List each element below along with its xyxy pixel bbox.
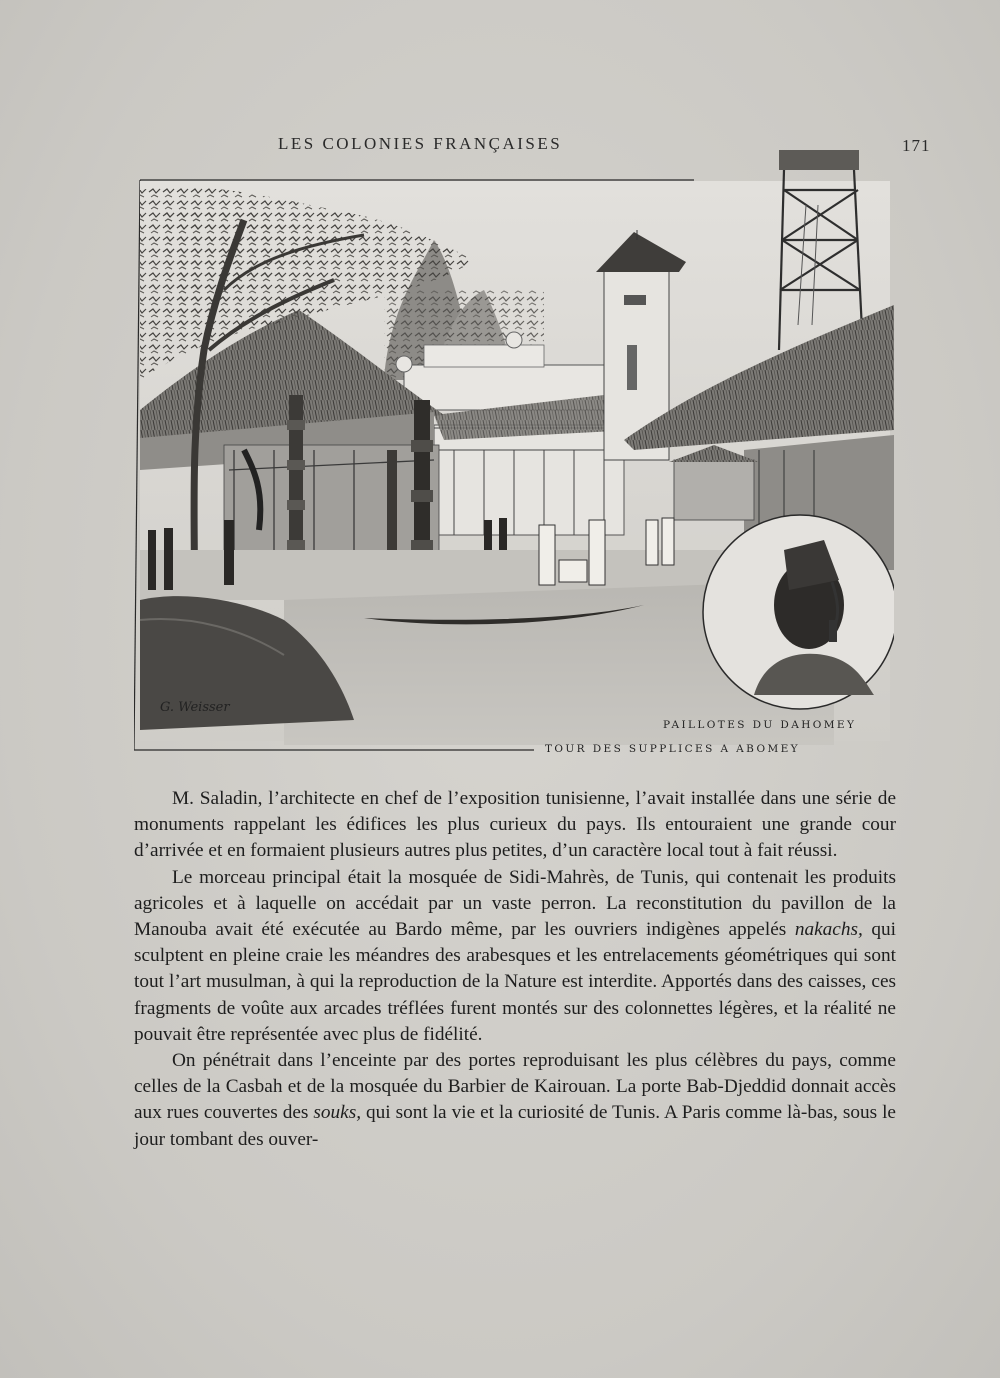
- paragraph-3: [134, 1048, 896, 1153]
- paragraph-2: [134, 865, 896, 1048]
- caption-bottom: TOUR DES SUPPLICES A ABOMEY: [545, 743, 801, 755]
- inset-portrait: [703, 515, 894, 709]
- paragraph-3-text-b: qui sont la vie et la curiosité de Tunis. A Paris comme là-bas, sous le jour tombant des ouver-: [134, 1102, 896, 1150]
- running-head: LES COLONIES FRANÇAISES: [278, 134, 563, 153]
- paragraph-2-text-b: qui sculptent en pleine craie les méandres des arabesques et les entrelacements géométriques qui sont tout l’art musulman, à qui la reproduction de la Nature est interdite. Apportés dans des caisses, ces fragments de voûte aux arcades tréflées furent montés sur des colonnettes légères, et la réalité ne pouvait être représentée avec plus de fidélité.: [134, 919, 897, 1045]
- paragraph-3-text-a: On pénétrait dans l’enceinte par des portes reproduisant les plus célèbres du pays, comme celles de la Casbah et de la mosquée du Barbier de Kairouan. La porte Bab-Djeddid donnait accès aux rues couvertes des: [134, 1050, 896, 1124]
- artist-signature: G. Weisser: [160, 700, 230, 715]
- caption-top: PAILLOTES DU DAHOMEY: [663, 719, 857, 731]
- engraving-illustration: [134, 150, 894, 760]
- engraving-drawing: [134, 150, 894, 760]
- paragraph-3-italic: souks,: [313, 1102, 362, 1124]
- body-text: [134, 786, 896, 1153]
- page-number: 171: [902, 136, 931, 155]
- paragraph-2-text-a: Le morceau principal était la mosquée de Sidi-Mahrès, de Tunis, qui contenait les produits agricoles et à laquelle on accédait par un vaste perron. La reconstitution du pavillon de la Manouba avait été exécutée au Bardo même, par les ouvriers indigènes appelés: [134, 866, 896, 941]
- paragraph-1: M. Saladin, l’architecte en chef de l’exposition tunisienne, l’avait installée dans une série de monuments rappelant les édifices les plus curieux du pays. Ils entouraient une grande cour d’arrivée et en formaient plusieurs autres plus petites, d’un caractère local tout à fait réussi.: [134, 788, 896, 862]
- paragraph-2-italic: nakachs,: [794, 919, 863, 941]
